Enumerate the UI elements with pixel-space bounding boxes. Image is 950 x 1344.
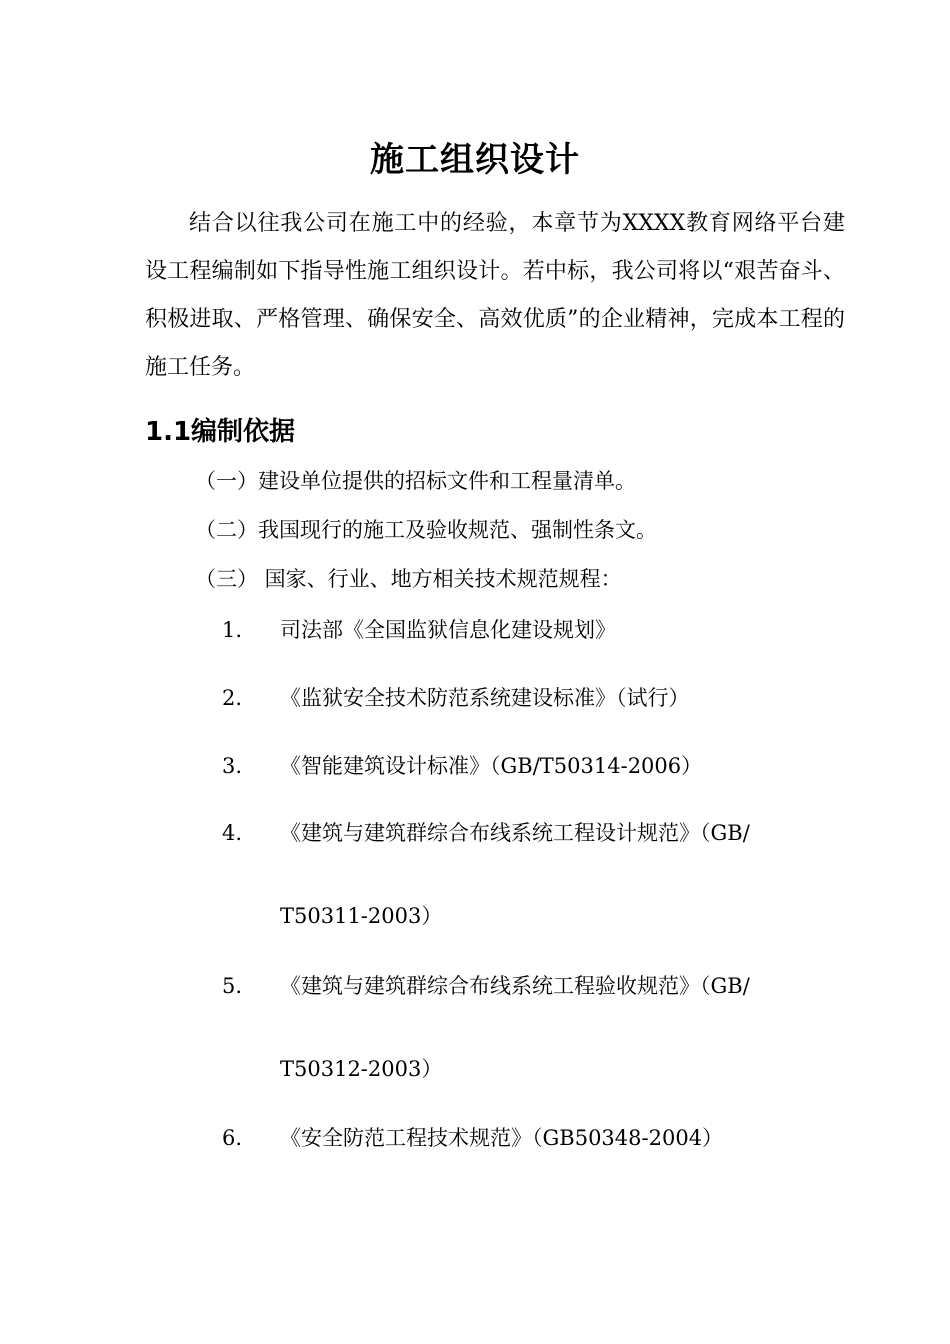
standard-number-5: 5. (222, 974, 243, 998)
basis-item-3: （三） 国家、行业、地方相关技术规范规程： (195, 567, 622, 591)
basis-item-2: （二）我国现行的施工及验收规范、强制性条文。 (195, 518, 657, 542)
standard-text-5-continued: T50312-2003） (280, 1057, 443, 1081)
basis-item-1: （一）建设单位提供的招标文件和工程量清单。 (195, 469, 636, 493)
standard-text-1: 司法部《全国监狱信息化建设规划》 (280, 618, 616, 642)
standard-text-3: 《智能建筑设计标准》（GB/T50314-2006） (280, 754, 703, 778)
section-heading: 1.1编制依据 (145, 417, 296, 447)
standard-number-3: 3. (222, 754, 243, 778)
standard-text-6: 《安全防范工程技术规范》（GB50348-2004） (280, 1126, 724, 1150)
standard-number-1: 1. (222, 618, 243, 642)
standard-number-4: 4. (222, 821, 243, 845)
standard-text-4: 《建筑与建筑群综合布线系统工程设计规范》（GB/ (280, 821, 750, 845)
standard-number-6: 6. (222, 1126, 243, 1150)
intro-paragraph: 结合以往我公司在施工中的经验，本章节为XXXX教育网络平台建设工程编制如下指导性施工组织设计。若中标，我公司将以“艰苦奋斗、积极进取、严格管理、确保安全、高效优质”的企业精神，完成本工程的施工任务。 (145, 211, 845, 380)
standard-text-4-continued: T50311-2003） (280, 904, 443, 928)
document-title: 施工组织设计 (370, 140, 580, 180)
standard-text-2: 《监狱安全技术防范系统建设标准》（试行） (280, 686, 690, 710)
standard-number-2: 2. (222, 686, 243, 710)
standard-text-5: 《建筑与建筑群综合布线系统工程验收规范》（GB/ (280, 974, 750, 998)
